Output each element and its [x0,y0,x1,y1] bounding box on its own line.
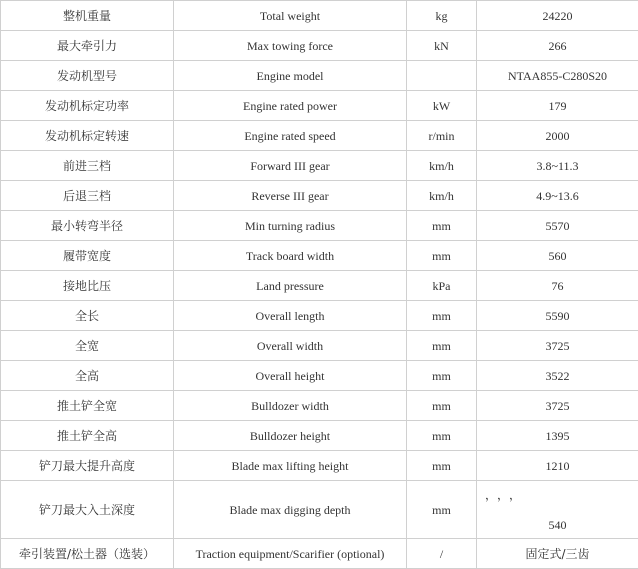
param-name-zh: 全长 [1,301,174,331]
table-row [1,451,638,481]
param-value: 固定式/三齿 [477,539,638,569]
param-unit [407,61,477,91]
param-name-zh: 推土铲全宽 [1,391,174,421]
param-name-zh: 全高 [1,361,174,391]
table-row [1,121,638,151]
table-row [1,211,638,241]
param-unit: mm [407,331,477,361]
table-row [1,151,638,181]
table-row [1,61,638,91]
param-unit: km/h [407,181,477,211]
param-unit: mm [407,211,477,241]
param-value: 2000 [477,121,638,151]
param-name-zh: 牵引装置/松土器（选装） [1,539,174,569]
param-name-en: Bulldozer width [174,391,407,421]
param-unit: mm [407,301,477,331]
table-row [1,271,638,301]
param-name-zh: 发动机标定功率 [1,91,174,121]
table-row [1,421,638,451]
param-name-en: Total weight [174,1,407,31]
param-value: 3.8~11.3 [477,151,638,181]
table-row [1,1,638,31]
table-row [1,91,638,121]
param-name-zh: 铲刀最大入土深度 [1,481,174,539]
param-name-en: Blade max lifting height [174,451,407,481]
param-name-zh: 前进三档 [1,151,174,181]
param-name-zh: 履带宽度 [1,241,174,271]
param-value: 4.9~13.6 [477,181,638,211]
table-row [1,391,638,421]
param-unit: mm [407,481,477,539]
param-unit: kPa [407,271,477,301]
param-name-en: Engine rated speed [174,121,407,151]
param-value: 24220 [477,1,638,31]
param-value: 1395 [477,421,638,451]
param-name-zh: 发动机型号 [1,61,174,91]
value-marks: ，，， [485,488,527,502]
param-name-en: Track board width [174,241,407,271]
param-name-en: Overall height [174,361,407,391]
param-value: 3725 [477,391,638,421]
param-unit: kW [407,91,477,121]
param-name-zh: 后退三档 [1,181,174,211]
param-unit: kg [407,1,477,31]
param-name-en: Land pressure [174,271,407,301]
param-name-en: Traction equipment/Scarifier (optional) [174,539,407,569]
param-name-zh: 最小转弯半径 [1,211,174,241]
param-unit: km/h [407,151,477,181]
table-row [1,31,638,61]
param-value: 560 [477,241,638,271]
param-value: 76 [477,271,638,301]
param-name-zh: 发动机标定转速 [1,121,174,151]
param-unit: mm [407,361,477,391]
param-name-zh: 最大牵引力 [1,31,174,61]
param-value: 3522 [477,361,638,391]
param-unit: kN [407,31,477,61]
param-value: 5570 [477,211,638,241]
table-row [1,241,638,271]
param-unit: mm [407,391,477,421]
param-name-zh: 接地比压 [1,271,174,301]
table-row [1,331,638,361]
param-unit: r/min [407,121,477,151]
param-value: NTAA855-C280S20 [477,61,638,91]
param-value: 266 [477,31,638,61]
param-name-en: Engine model [174,61,407,91]
table-row [1,481,638,539]
param-unit: / [407,539,477,569]
param-name-zh: 整机重量 [1,1,174,31]
param-name-zh: 全宽 [1,331,174,361]
param-unit: mm [407,451,477,481]
param-name-en: Bulldozer height [174,421,407,451]
param-name-zh: 铲刀最大提升高度 [1,451,174,481]
table-row [1,181,638,211]
param-value: 540 [479,518,636,532]
param-name-en: Max towing force [174,31,407,61]
param-name-en: Blade max digging depth [174,481,407,539]
param-name-en: Engine rated power [174,91,407,121]
param-name-en: Min turning radius [174,211,407,241]
param-value: 1210 [477,451,638,481]
param-name-en: Overall length [174,301,407,331]
table-row [1,361,638,391]
param-name-en: Reverse III gear [174,181,407,211]
param-name-zh: 推土铲全高 [1,421,174,451]
table-row [1,301,638,331]
param-value: 179 [477,91,638,121]
param-value: 3725 [477,331,638,361]
spec-table-body [1,1,638,569]
digging-depth-value-wrap [479,482,636,538]
param-name-en: Forward III gear [174,151,407,181]
table-row [1,539,638,569]
param-value: 5590 [477,301,638,331]
param-unit: mm [407,241,477,271]
param-value-cell [477,481,638,539]
param-unit: mm [407,421,477,451]
param-name-en: Overall width [174,331,407,361]
